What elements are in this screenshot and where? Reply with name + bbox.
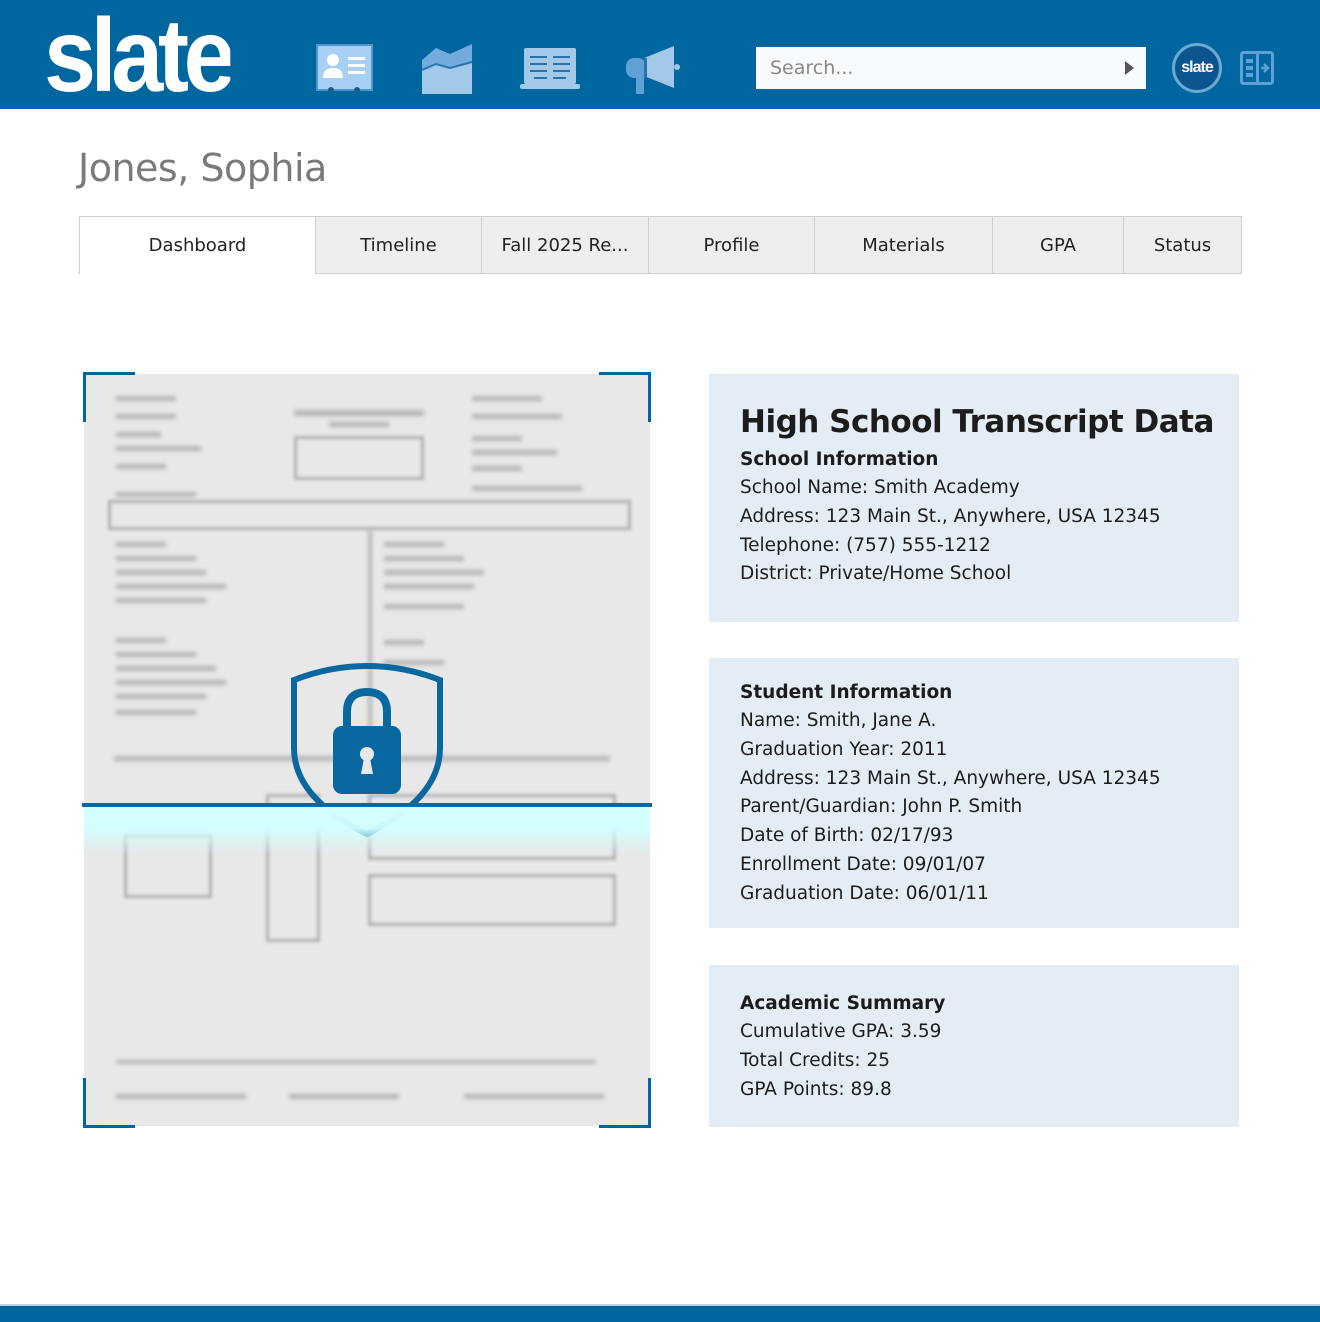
scan-frame-corner-bottom-left <box>83 1078 135 1128</box>
academic-summary-heading: Academic Summary <box>740 993 946 1014</box>
enrollment-date: Enrollment Date: 09/01/07 <box>740 853 986 875</box>
tab-timeline[interactable]: Timeline <box>316 216 482 274</box>
school-information-card <box>709 374 1239 622</box>
page-title: Jones, Sophia <box>78 146 327 190</box>
school-telephone: Telephone: (757) 555-1212 <box>740 534 991 556</box>
gpa-points: GPA Points: 89.8 <box>740 1078 892 1100</box>
scan-frame-corner-bottom-right <box>599 1078 651 1128</box>
scan-frame-corner-top-right <box>599 372 651 422</box>
graduation-date: Graduation Date: 06/01/11 <box>740 882 989 904</box>
school-address: Address: 123 Main St., Anywhere, USA 12345 <box>740 505 1161 527</box>
top-navigation-bar <box>0 0 1320 109</box>
search-box <box>756 47 1146 89</box>
parent-guardian: Parent/Guardian: John P. Smith <box>740 796 1023 818</box>
date-of-birth: Date of Birth: 02/17/93 <box>740 825 954 847</box>
scan-glow <box>84 807 650 855</box>
student-address: Address: 123 Main St., Anywhere, USA 12345 <box>740 767 1161 789</box>
school-name: School Name: Smith Academy <box>740 477 1020 498</box>
search-input[interactable] <box>770 47 1110 89</box>
transcript-title: High School Transcript Data <box>740 404 1214 440</box>
user-avatar[interactable]: slate <box>1172 43 1222 93</box>
split-panel-icon[interactable] <box>1240 51 1274 89</box>
laptop-book-icon[interactable] <box>520 46 580 96</box>
record-tabs <box>79 216 1242 274</box>
contact-card-icon[interactable] <box>316 42 374 98</box>
slate-logo[interactable]: slate <box>44 4 231 109</box>
student-name: Name: Smith, Jane A. <box>740 710 937 731</box>
student-info-heading: Student Information <box>740 682 953 703</box>
academic-summary-card <box>709 965 1239 1127</box>
search-submit-arrow-icon[interactable] <box>1125 61 1134 75</box>
tab-fall-2025-review[interactable]: Fall 2025 Re... <box>482 216 649 274</box>
scan-line <box>82 803 652 807</box>
school-info-heading: School Information <box>740 449 939 470</box>
cumulative-gpa: Cumulative GPA: 3.59 <box>740 1021 942 1042</box>
student-information-card <box>709 658 1239 928</box>
tab-status[interactable]: Status <box>1124 216 1242 274</box>
total-credits: Total Credits: 25 <box>740 1049 891 1071</box>
scan-frame-corner-top-left <box>83 372 135 422</box>
megaphone-icon[interactable] <box>624 44 682 100</box>
tab-dashboard[interactable]: Dashboard <box>79 216 316 274</box>
tab-profile[interactable]: Profile <box>649 216 815 274</box>
footer-bar <box>0 1304 1320 1322</box>
area-chart-icon[interactable] <box>420 42 474 100</box>
graduation-year: Graduation Year: 2011 <box>740 738 948 760</box>
tab-gpa[interactable]: GPA <box>993 216 1124 274</box>
school-district: District: Private/Home School <box>740 563 1012 585</box>
tab-materials[interactable]: Materials <box>815 216 993 274</box>
